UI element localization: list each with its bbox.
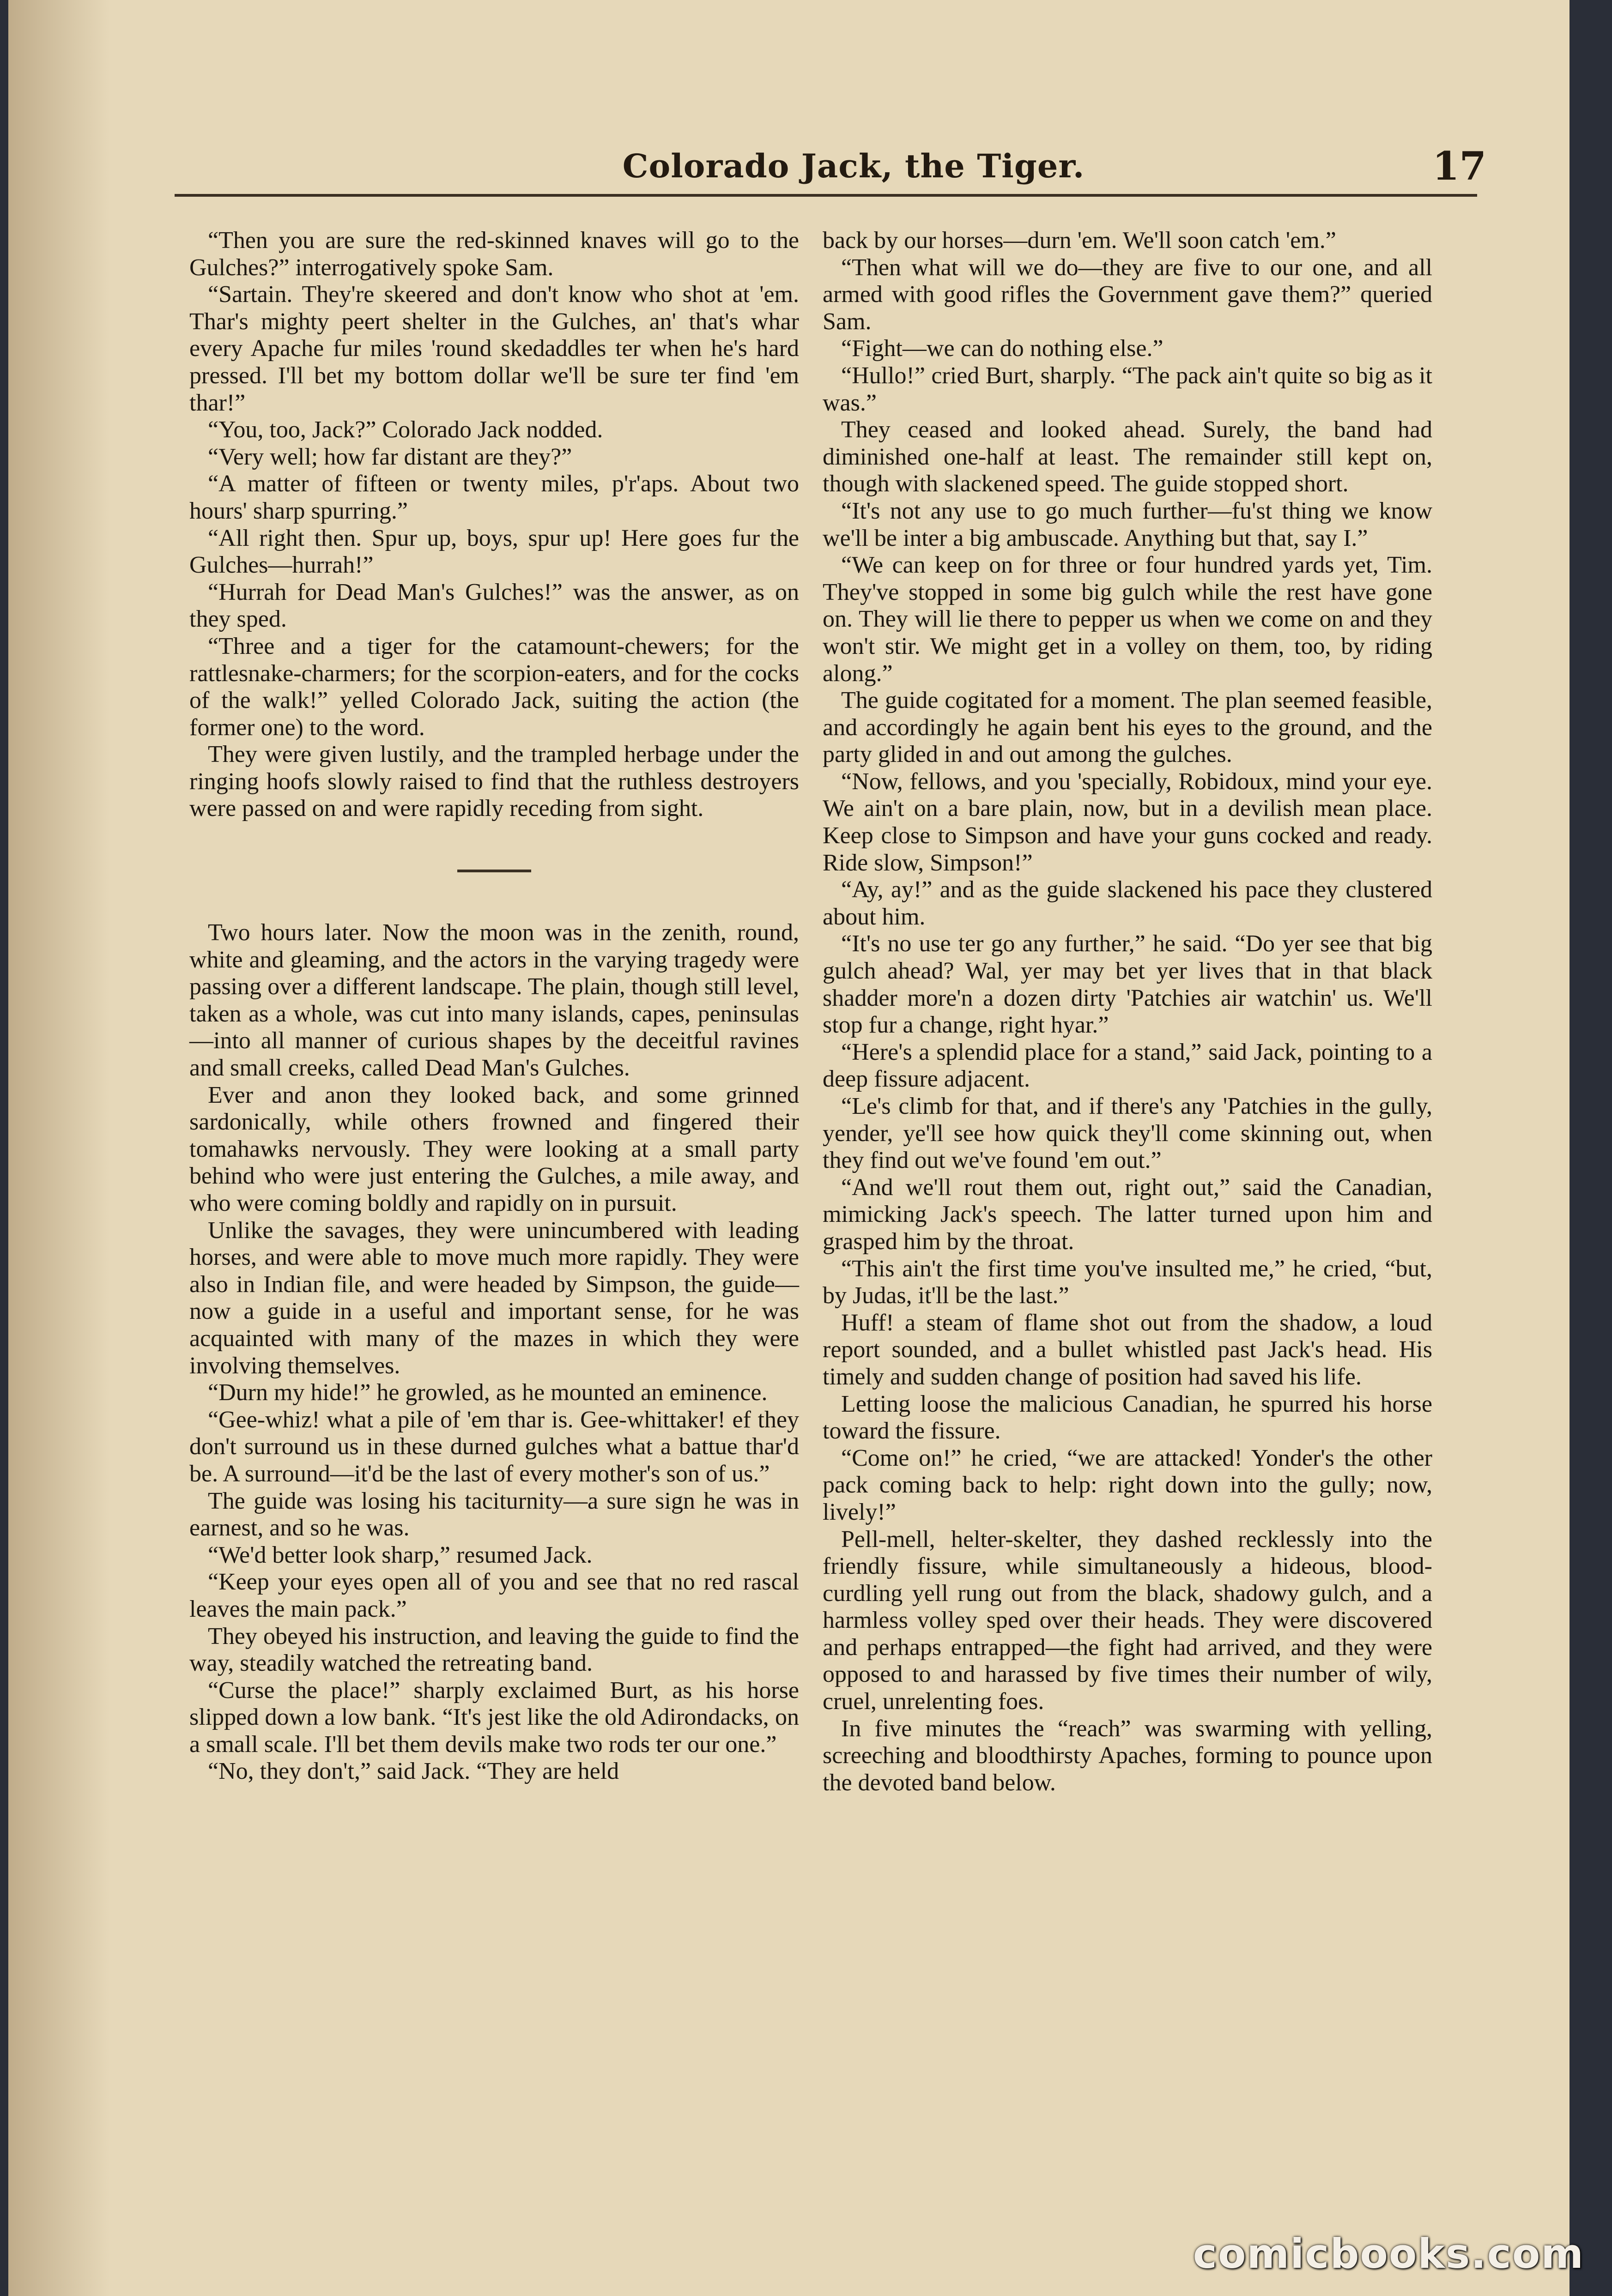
paragraph: “This ain't the first time you've insulted me,” he cried, “but, by Judas, it'll be the last.” (823, 1255, 1432, 1309)
paragraph: “Le's climb for that, and if there's any 'Patchies in the gully, yender, ye'll see how quick they'll come skinning out, when they find out we've found 'em out.” (823, 1093, 1432, 1174)
page-number: 17 (1432, 143, 1486, 189)
paragraph: “Fight—we can do nothing else.” (841, 335, 1164, 362)
site-watermark: comicbooks.com (1193, 2230, 1584, 2278)
paragraph: “Now, fellows, and you 'specially, Robidoux, mind your eye. We ain't on a bare plain, now, but in a devilish mean place. Keep close to Simpson and have your guns cocked and ready. Ride slow, Simpson!” (823, 768, 1432, 876)
paragraph: Huff! a steam of flame shot out from the shadow, a loud report sounded, and a bullet whistled past Jack's head. His timely and sudden change of position had saved his life. (823, 1309, 1432, 1390)
section-break-rule (457, 870, 531, 872)
paragraph: “It's no use ter go any further,” he said. “Do yer see that big gulch ahead? Wal, yer may bet yer lives that in that black shadder more'n a dozen dirty 'Patchies air watchin' us. We'll stop fur a change, right hyar.” (823, 930, 1432, 1039)
paragraph: “All right then. Spur up, boys, spur up! Here goes fur the Gulches—hurrah!” (189, 525, 799, 579)
paragraph: “Ay, ay!” and as the guide slackened his pace they clustered about him. (823, 876, 1432, 930)
paragraph: They ceased and looked ahead. Surely, the band had diminished one-half at least. The remainder still kept on, though with slackened speed. The guide stopped short. (823, 417, 1432, 497)
paragraph: “No, they don't,” said Jack. “They are held (208, 1758, 619, 1785)
left-column (189, 227, 799, 1785)
paragraph: The guide was losing his taciturnity—a sure sign he was in earnest, and so he was. (189, 1487, 799, 1541)
paragraph: “Curse the place!” sharply exclaimed Burt, as his horse slipped down a low bank. “It's jest like the old Adirondacks, on a small scale. I'll bet them devils make two rods ter our one.” (189, 1677, 799, 1758)
paragraph: “Keep your eyes open all of you and see that no red rascal leaves the main pack.” (189, 1569, 799, 1622)
paragraph: back by our horses—durn 'em. We'll soon catch 'em.” (823, 227, 1336, 254)
paragraph: “We'd better look sharp,” resumed Jack. (208, 1541, 593, 1568)
running-header (230, 143, 1486, 207)
paragraph: “Here's a splendid place for a stand,” said Jack, pointing to a deep fissure adjacent. (823, 1039, 1432, 1093)
paragraph: “And we'll rout them out, right out,” said the Canadian, mimicking Jack's speech. The latter turned upon him and grasped him by the throat. (823, 1174, 1432, 1255)
paragraph: They obeyed his instruction, and leaving the guide to find the way, steadily watched the retreating band. (189, 1623, 799, 1677)
paragraph: In five minutes the “reach” was swarming with yelling, screeching and bloodthirsty Apaches, forming to pounce upon the devoted band below. (823, 1715, 1432, 1796)
page-sheet (8, 0, 1570, 2296)
paragraph: “A matter of fifteen or twenty miles, p'r'aps. About two hours' sharp spurring.” (189, 471, 799, 524)
paragraph: “Then what will we do—they are five to our one, and all armed with good rifles the Government gave them?” queried Sam. (823, 254, 1432, 335)
paragraph: Letting loose the malicious Canadian, he spurred his horse toward the fissure. (823, 1390, 1432, 1444)
paragraph: “Gee-whiz! what a pile of 'em thar is. Gee-whittaker! ef they don't surround us in these durned gulches what a battue thar'd be. A surround—it'd be the last of every mother's son of us.” (189, 1406, 799, 1487)
paragraph: Ever and anon they looked back, and some grinned sardonically, while others frowned and fingered their tomahawks nervously. They were looking at a small party behind who were just entering the Gulches, a mile away, and who were coming boldly and rapidly on in pursuit. (189, 1082, 799, 1216)
paragraph: “Hullo!” cried Burt, sharply. “The pack ain't quite so big as it was.” (823, 362, 1432, 416)
paragraph: “Come on!” he cried, “we are attacked! Yonder's the other pack coming back to help: right down into the gully; now, lively!” (823, 1444, 1432, 1525)
paragraph: The guide cogitated for a moment. The plan seemed feasible, and accordingly he again bent his eyes to the ground, and the party glided in and out among the gulches. (823, 687, 1432, 768)
paragraph: They were given lustily, and the trampled herbage under the ringing hoofs slowly raised to find that the ruthless destroyers were passed on and were rapidly receding from sight. (189, 741, 799, 822)
paragraph: “You, too, Jack?” Colorado Jack nodded. (208, 417, 603, 443)
paragraph: “Hurrah for Dead Man's Gulches!” was the answer, as on they sped. (189, 579, 799, 633)
header-rule (175, 194, 1477, 197)
header-title: Colorado Jack, the Tiger. (622, 147, 1085, 185)
paragraph: “Then you are sure the red-skinned knaves will go to the Gulches?” interrogatively spoke Sam. (189, 227, 799, 281)
paragraph: Unlike the savages, they were unincumbered with leading horses, and were able to move much more rapidly. They were also in Indian file, and were headed by Simpson, the guide—now a guide in a useful and important sense, for he was acquainted with many of the mazes in which they were involving themselves. (189, 1217, 799, 1379)
paragraph: “Three and a tiger for the catamount-chewers; for the rattlesnake-charmers; for the scorpion-eaters, and for the cocks of the walk!” yelled Colorado Jack, suiting the action (the former one) to the word. (189, 633, 799, 741)
paragraph: “Sartain. They're skeered and don't know who shot at 'em. Thar's mighty peert shelter in the Gulches, an' that's whar every Apache fur miles 'round skedaddles ter when he's hard pressed. I'll bet my bottom dollar we'll be sure ter find 'em thar!” (189, 281, 799, 416)
page-gutter-shade (8, 0, 110, 2296)
paragraph: “Very well; how far distant are they?” (208, 443, 572, 470)
paragraph: “Durn my hide!” he growled, as he mounted an eminence. (208, 1379, 768, 1406)
paragraph: “We can keep on for three or four hundred yards yet, Tim. They've stopped in some big gulch while the rest have gone on. They will lie there to pepper us when we come on and they won't stir. We might get in a volley on them, too, by riding along.” (823, 552, 1432, 687)
right-column (823, 227, 1432, 1796)
paragraph: Pell-mell, helter-skelter, they dashed recklessly into the friendly fissure, while simultaneously a hideous, blood-curdling yell rung out from the black, shadowy gulch, and a harmless volley sped over their heads. They were discovered and perhaps entrapped—the fight had arrived, and they were opposed to and harassed by five times their number of wily, cruel, unrelenting foes. (823, 1526, 1432, 1715)
paragraph: Two hours later. Now the moon was in the zenith, round, white and gleaming, and the actors in the varying tragedy were passing over a different landscape. The plain, though still level, taken as a whole, was cut into many islands, capes, peninsulas—into all manner of curious shapes by the deceitful ravines and small creeks, called Dead Man's Gulches. (189, 919, 799, 1082)
paragraph: “It's not any use to go much further—fu'st thing we know we'll be inter a big ambuscade. Anything but that, say I.” (823, 497, 1432, 551)
